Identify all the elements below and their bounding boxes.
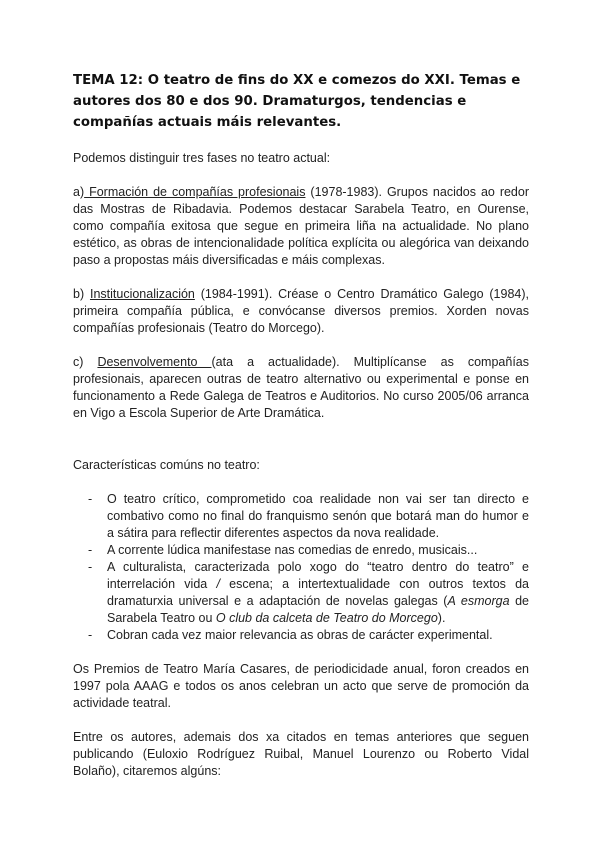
list-item-text-b: escena; a intertextualidade con outros textos da dramaturxia universal e a adaptación de novelas galegas ( <box>107 577 530 608</box>
phase-c-text: (ata a actualidade). Multiplícanse as compañías profesionais, aparecen outras de teatro alternativo ou experimental e ponse en funcionamento a Rede Galega de Teatros e Auditorios. No curso 2005/06 arranca en Vigo a Escola Superior de Arte Dramática. <box>73 355 529 420</box>
list-item-slash: / <box>216 577 220 591</box>
autores-paragraph: Entre os autores, ademais dos xa citados en temas anteriores que seguen publicando (Euloxio Rodríguez Ruibal, Manuel Lourenzo ou Roberto Vidal Bolaño), citaremos algúns: <box>73 730 529 778</box>
list-item-text: A corrente lúdica manifestase nas comedias de enredo, musicais... <box>107 543 478 557</box>
dash-marker: - <box>88 628 93 642</box>
premios-paragraph: Os Premios de Teatro María Casares, de periodicidade anual, foron creados en 1997 pola AAAG e todos os anos celebran un acto que serve de promoción da actividade teatral. <box>73 662 529 710</box>
phase-c <box>73 354 529 422</box>
list-item <box>73 627 529 644</box>
phase-a-text: (1978-1983). Grupos nacidos ao redor das Mostras de Ribadavia. Podemos destacar Sarabela Teatro, en Ourense, como compañía exitosa que segue en primeira liña na actualidade. No plano estético, as obras de intencionalidade política explícita ou alegórica van deixando paso a propostas máis diversificadas e máis complexas. <box>73 185 530 267</box>
dash-marker: - <box>88 492 93 506</box>
phase-a <box>73 184 529 269</box>
list-item <box>73 542 529 559</box>
dash-marker: - <box>88 560 93 574</box>
work-title-club-calceta: O club da calceta de Teatro do Morcego <box>215 611 438 625</box>
list-item-text: Cobran cada vez maior relevancia as obras de carácter experimental. <box>107 628 493 642</box>
phase-b-term: Institucionalización <box>89 287 195 301</box>
phase-b <box>73 286 529 337</box>
list-item <box>73 491 529 542</box>
intro-text: Podemos distinguir tres fases no teatro actual: <box>73 151 331 165</box>
dash-marker: - <box>88 543 93 557</box>
common-heading: Características comúns no teatro: <box>73 458 260 472</box>
work-title-esmorga: A esmorga <box>447 594 510 608</box>
phase-a-prefix: a) <box>73 185 85 199</box>
list-item-text-a: A culturalista, caracterizada polo xogo do “teatro dentro do teatro” e interrelación vida <box>107 560 529 591</box>
phase-a-term: Formación de compañías profesionais <box>84 185 306 199</box>
list-item <box>73 559 529 627</box>
page-title: TEMA 12: O teatro de fins do XX e comezos do XXI. Temas e autores dos 80 e dos 90. Dramaturgos, tendencias e compañías actuais máis relevantes. <box>73 73 521 130</box>
phase-b-prefix: b) <box>73 287 90 301</box>
list-item-text-c: de Sarabela Teatro ou <box>107 594 529 625</box>
list-item-text: O teatro crítico, comprometido coa realidade non vai ser tan directo e combativo como no final do franquismo senón que botará man do humor e a sátira para reflectir diferentes aspectos da nova realidade. <box>107 492 529 540</box>
characteristics-list <box>73 491 529 644</box>
phase-c-prefix: c) <box>73 355 98 369</box>
document-page <box>73 70 529 780</box>
phase-b-text: (1984-1991). Créase o Centro Dramático Galego (1984), primeira compañía pública, e convócanse diversos premios. Xorden novas compañías profesionais (Teatro do Morcego). <box>73 287 529 335</box>
phase-c-term: Desenvolvemento <box>97 355 212 369</box>
list-item-text-d: ). <box>437 611 446 625</box>
